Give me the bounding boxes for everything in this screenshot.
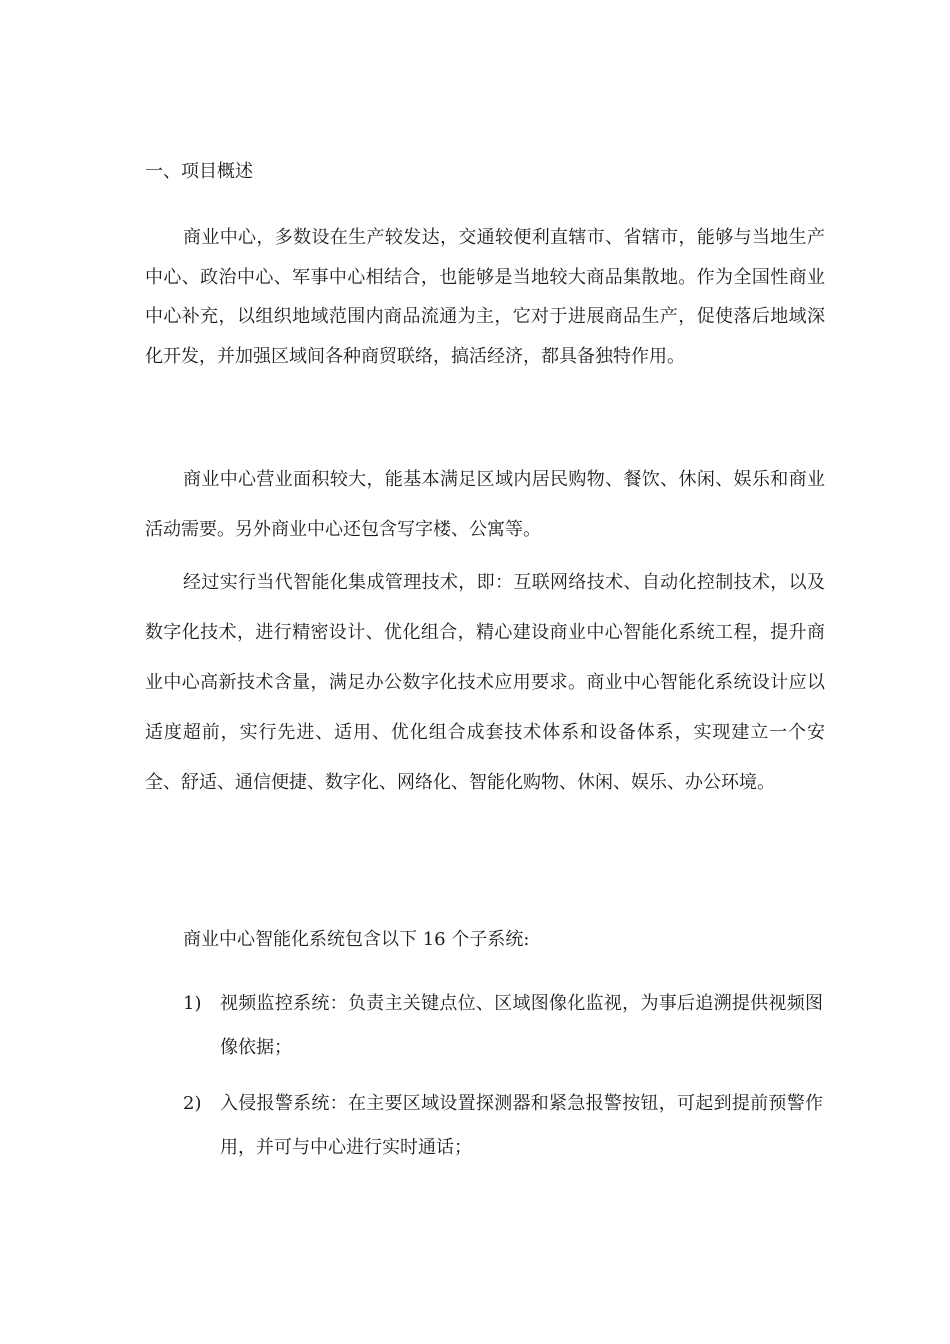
paragraph-subsystems-intro: 商业中心智能化系统包含以下 16 个子系统: bbox=[183, 929, 530, 950]
paragraph-overview: 商业中心，多数设在生产较发达，交通较便利直辖市、省辖市，能够与当地生产中心、政治中心、军事中心相结合，也能够是当地较大商品集散地。作为全国性商业中心补充，以组织地域范围内商品流通为主，它对于进展商品生产，促使落后地域深化开发，并加强区域间各种商贸联络，搞活经济，都具备独特作用。 bbox=[145, 227, 825, 367]
list-item-text: 入侵报警系统：在主要区域设置探测器和紧急报警按钮，可起到提前预警作用，并可与中心进行实时通话； bbox=[220, 1093, 823, 1158]
list-item bbox=[183, 982, 823, 1070]
list-item-text: 视频监控系统：负责主关键点位、区域图像化监视，为事后追溯提供视频图像依据； bbox=[220, 993, 823, 1058]
list-item-number: 1) bbox=[183, 993, 202, 1014]
list-item-number: 2) bbox=[183, 1093, 202, 1114]
paragraph-technology: 经过实行当代智能化集成管理技术，即：互联网络技术、自动化控制技术，以及数字化技术，进行精密设计、优化组合，精心建设商业中心智能化系统工程，提升商业中心高新技术含量，满足办公数字化技术应用要求。商业中心智能化系统设计应以适度超前，实行先进、适用、优化组合成套技术体系和设备体系，实现建立一个安全、舒适、通信便捷、数字化、网络化、智能化购物、休闲、娱乐、办公环境。 bbox=[145, 572, 825, 793]
paragraph-area: 商业中心营业面积较大，能基本满足区域内居民购物、餐饮、休闲、娱乐和商业活动需要。另外商业中心还包含写字楼、公寓等。 bbox=[145, 469, 825, 540]
list-item bbox=[183, 1082, 823, 1170]
section-heading: 一、项目概述 bbox=[145, 161, 253, 182]
